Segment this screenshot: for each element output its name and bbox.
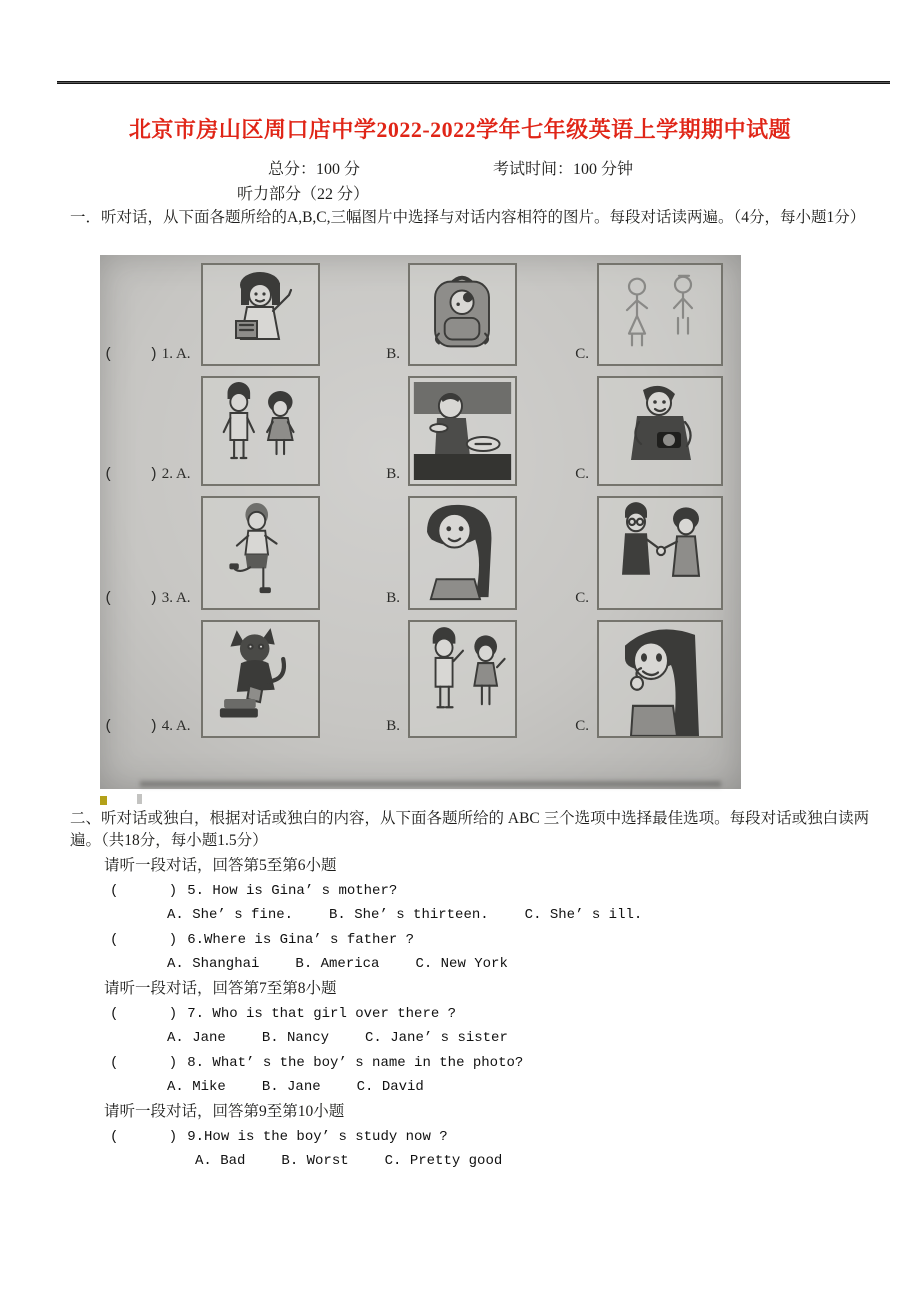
- picture-row-1: [100, 263, 741, 366]
- picture-1c: [597, 263, 723, 366]
- row1-answer-paren: ( ): [104, 346, 159, 363]
- row4-option-a-label: 4. A.: [161, 718, 191, 734]
- running-boy-illustration: [203, 498, 318, 608]
- long-haired-girl-illustration: [410, 498, 515, 608]
- section2-instruction: 二、听对话或独白，根据对话或独白的内容，从下面各题所给的 ABC 三个选项中选择最佳选项。每段对话或独白读两遍。（共18分，每小题1.5分）: [70, 810, 870, 849]
- question-9-option-c: C. Pretty good: [384, 1153, 503, 1170]
- question-8-option-c: C. David: [356, 1079, 424, 1096]
- group1-header: 请听一段对话，回答第5至第6小题: [104, 857, 337, 874]
- picture-2c: [597, 376, 723, 486]
- picture-1b: [408, 263, 517, 366]
- picture-3a: [201, 496, 320, 610]
- question-6: [110, 928, 900, 953]
- row4-option-c-label: C.: [575, 718, 589, 734]
- question-6-option-c: C. New York: [415, 956, 508, 973]
- question-8: [110, 1051, 900, 1076]
- picture-2a: [201, 376, 320, 486]
- woman-with-book-illustration: [203, 265, 318, 364]
- picture-2b: [408, 376, 517, 486]
- listening-part-heading: 听力部分（22 分）: [237, 186, 370, 203]
- question-5-options: [167, 903, 900, 928]
- boy-and-girl-standing-illustration: [203, 378, 318, 484]
- question-8-option-b: B. Jane: [261, 1079, 321, 1096]
- total-score-label: 总分：100 分: [268, 161, 361, 178]
- question-9-text: 9.How is the boy’ s study now ?: [187, 1128, 448, 1145]
- question-7-text: 7. Who is that girl over there ?: [187, 1005, 457, 1022]
- question-5-text: 5. How is Gina’ s mother?: [187, 882, 398, 899]
- picture-sheet-photo: [100, 255, 741, 789]
- picture-3c: [597, 496, 723, 610]
- question-8-answer-paren: ( ): [110, 1054, 178, 1071]
- listening-questions: [70, 854, 900, 1174]
- question-7-option-a: A. Jane: [167, 1030, 226, 1047]
- question-6-text: 6.Where is Gina’ s father ?: [187, 931, 415, 948]
- header-divider: [57, 81, 890, 84]
- row3-answer-paren: ( ): [104, 590, 159, 607]
- question-9-answer-paren: ( ): [110, 1128, 178, 1145]
- question-9-option-a: A. Bad: [195, 1153, 246, 1170]
- picture-4a: [201, 620, 320, 738]
- man-with-camera-illustration: [599, 378, 721, 484]
- two-people-talking-illustration: [599, 265, 721, 364]
- row1-answer-label: [100, 346, 201, 366]
- question-9-options: [195, 1149, 900, 1174]
- question-7: [110, 1002, 900, 1027]
- exam-meta-row: [70, 156, 894, 179]
- question-7-answer-paren: ( ): [110, 1005, 178, 1022]
- question-5: [110, 879, 900, 904]
- question-9-option-b: B. Worst: [281, 1153, 349, 1170]
- row3-option-c-label: C.: [575, 590, 589, 606]
- question-7-option-b: B. Nancy: [261, 1030, 330, 1047]
- exam-time-label: 考试时间：100 分钟: [493, 161, 634, 178]
- row1-option-a-label: 1. A.: [161, 346, 191, 362]
- row3-answer-label: [100, 590, 201, 610]
- group2-header: 请听一段对话，回答第7至第8小题: [104, 979, 337, 997]
- row4-answer-paren: ( ): [104, 718, 159, 735]
- question-5-option-b: B. She’ s thirteen.: [329, 907, 489, 924]
- row1-option-b-label: B.: [386, 346, 400, 362]
- girl-waving-illustration: [599, 622, 721, 736]
- question-7-options: [167, 1026, 900, 1051]
- question-5-answer-paren: ( ): [110, 882, 178, 899]
- row4-answer-label: [100, 718, 201, 738]
- row2-answer-label: [100, 466, 201, 486]
- section1-instruction: 一．听对话，从下面各题所给的A,B,C,三幅图片中选择与对话内容相符的图片。每段对话读两遍。（4分，每小题1分）: [70, 209, 866, 226]
- row4-option-b-label: B.: [386, 718, 400, 734]
- picture-4b: [408, 620, 517, 738]
- picture-4c: [597, 620, 723, 738]
- row3-option-b-label: B.: [386, 590, 400, 606]
- row2-option-a-label: 2. A.: [161, 466, 191, 482]
- question-6-options: [167, 952, 900, 977]
- question-6-answer-paren: ( ): [110, 931, 178, 948]
- picture-3b: [408, 496, 517, 610]
- picture-1a: [201, 263, 320, 366]
- handshake-illustration: [599, 498, 721, 608]
- row2-answer-paren: ( ): [104, 466, 159, 483]
- grandmother-at-table-illustration: [410, 378, 515, 484]
- row2-option-c-label: C.: [575, 466, 589, 482]
- question-8-text: 8. What’ s the boy’ s name in the photo?: [187, 1054, 524, 1071]
- question-7-option-c: C. Jane’ s sister: [365, 1030, 508, 1047]
- page-title: 北京市房山区周口店中学2022-2022学年七年级英语上学期期中试题: [128, 117, 792, 142]
- question-8-option-a: A. Mike: [167, 1079, 226, 1096]
- row3-option-a-label: 3. A.: [161, 590, 191, 606]
- picture-row-4: [100, 620, 741, 738]
- group3-header: 请听一段对话，回答第9至第10小题: [104, 1102, 345, 1120]
- boy-and-girl-walking-illustration: [410, 622, 515, 736]
- picture-row-2: [100, 376, 741, 486]
- question-5-option-c: C. She’ s ill.: [524, 907, 643, 924]
- question-8-options: [167, 1075, 900, 1100]
- question-6-option-a: A. Shanghai: [167, 956, 260, 973]
- question-9: [110, 1125, 900, 1150]
- yellow-highlight-artifact: [100, 796, 107, 805]
- cat-with-books-illustration: [203, 622, 318, 736]
- gray-speck-artifact: [137, 794, 142, 804]
- row2-option-b-label: B.: [386, 466, 400, 482]
- backpack-illustration: [410, 265, 515, 364]
- question-6-option-b: B. America: [295, 956, 380, 973]
- row1-option-c-label: C.: [575, 346, 589, 362]
- question-5-option-a: A. She’ s fine.: [167, 907, 294, 924]
- picture-row-3: [100, 496, 741, 610]
